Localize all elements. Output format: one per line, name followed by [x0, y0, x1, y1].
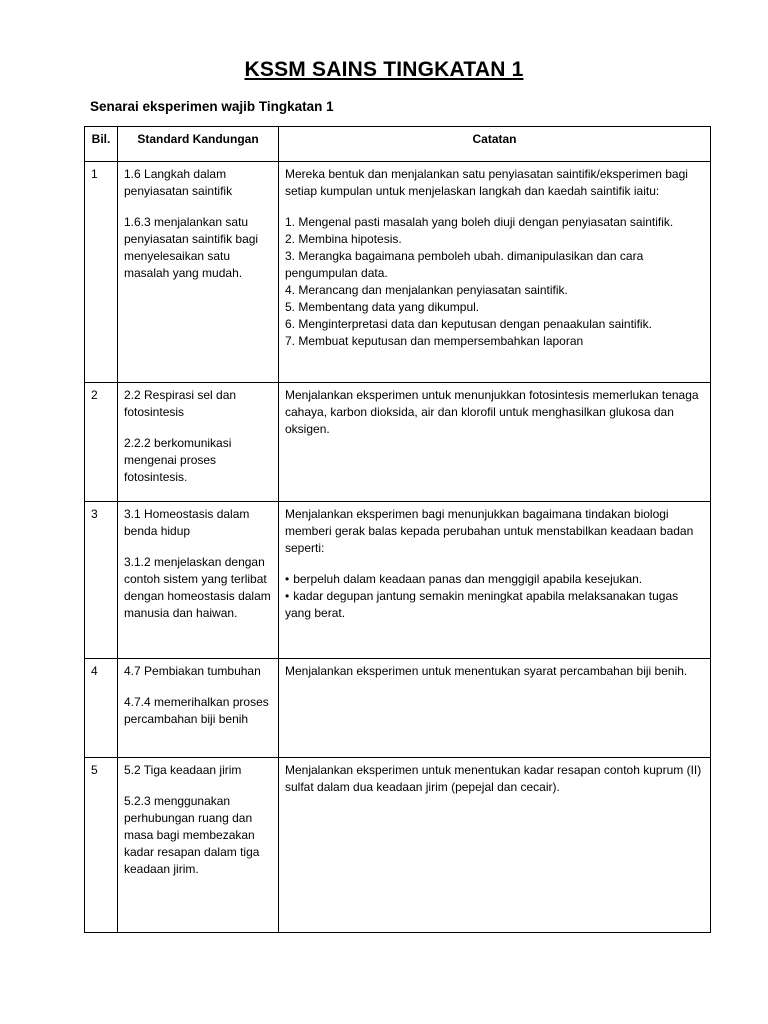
- standard-topic: 1.6 Langkah dalam penyiasatan saintifik: [124, 167, 233, 198]
- table-row: [85, 659, 711, 758]
- catatan-bullet: • kadar degupan jantung semakin meningkat apabila melaksanakan tugas yang berat.: [285, 588, 704, 622]
- standard-detail: 4.7.4 memerihalkan proses percambahan biji benih: [124, 695, 269, 726]
- standard-detail: 3.1.2 menjelaskan dengan contoh sistem yang terlibat dengan homeostasis dalam manusia dan haiwan.: [124, 555, 271, 620]
- catatan-step: 1. Mengenal pasti masalah yang boleh diuji dengan penyiasatan saintifik.: [285, 215, 674, 229]
- table-header-row: [85, 127, 711, 162]
- catatan-intro: Menjalankan eksperimen untuk menentukan kadar resapan contoh kuprum (II) sulfat dalam dua keadaan jirim (pepejal dan cecair).: [285, 763, 702, 794]
- table-row: [85, 502, 711, 659]
- row-number: 1: [85, 162, 118, 383]
- catatan-step: 3. Merangka bagaimana pemboleh ubah. dimanipulasikan dan cara pengumpulan data.: [285, 249, 644, 280]
- standard-topic: 2.2 Respirasi sel dan fotosintesis: [124, 388, 237, 419]
- catatan-step: 5. Membentang data yang dikumpul.: [285, 300, 480, 314]
- standard-cell: [118, 162, 279, 383]
- document-subtitle: Senarai eksperimen wajib Tingkatan 1: [90, 99, 334, 114]
- standard-cell: [118, 502, 279, 659]
- catatan-cell: [279, 758, 711, 933]
- row-number: 5: [85, 758, 118, 933]
- table-row: [85, 383, 711, 502]
- standard-cell: [118, 758, 279, 933]
- standard-cell: [118, 383, 279, 502]
- row-number: 2: [85, 383, 118, 502]
- standard-detail: 5.2.3 menggunakan perhubungan ruang dan masa bagi membezakan kadar resapan dalam tiga keadaan jirim.: [124, 794, 260, 876]
- document-title: KSSM SAINS TINGKATAN 1: [244, 58, 524, 81]
- catatan-step: 7. Membuat keputusan dan mempersembahkan laporan: [285, 334, 584, 348]
- header-catatan: Catatan: [279, 127, 711, 162]
- catatan-cell: [279, 162, 711, 383]
- standard-cell: [118, 659, 279, 758]
- table-row: [85, 162, 711, 383]
- catatan-intro: Menjalankan eksperimen untuk menentukan syarat percambahan biji benih.: [285, 664, 688, 678]
- catatan-intro: Menjalankan eksperimen untuk menunjukkan fotosintesis memerlukan tenaga cahaya, karbon dioksida, air dan klorofil untuk menghasilkan glukosa dan oksigen.: [285, 388, 699, 436]
- header-standard: Standard Kandungan: [118, 127, 279, 162]
- catatan-intro: Menjalankan eksperimen bagi menunjukkan bagaimana tindakan biologi memberi gerak balas kepada perubahan untuk menstabilkan keadaan badan seperti:: [285, 507, 694, 555]
- experiment-table: [84, 126, 711, 933]
- catatan-intro: Mereka bentuk dan menjalankan satu penyiasatan saintifik/eksperimen bagi setiap kumpulan untuk menjelaskan langkah dan kaedah saintifik iaitu:: [285, 167, 688, 198]
- table-row: [85, 758, 711, 933]
- catatan-step: 4. Merancang dan menjalankan penyiasatan saintifik.: [285, 283, 568, 297]
- row-number: 4: [85, 659, 118, 758]
- catatan-bullet: • berpeluh dalam keadaan panas dan menggigil apabila kesejukan.: [285, 571, 704, 588]
- header-bil: Bil.: [85, 127, 118, 162]
- catatan-step: 2. Membina hipotesis.: [285, 232, 402, 246]
- standard-topic: 5.2 Tiga keadaan jirim: [124, 763, 242, 777]
- row-number: 3: [85, 502, 118, 659]
- catatan-step: 6. Menginterpretasi data dan keputusan dengan penaakulan saintifik.: [285, 317, 652, 331]
- standard-topic: 4.7 Pembiakan tumbuhan: [124, 664, 261, 678]
- standard-detail: 1.6.3 menjalankan satu penyiasatan saintifik bagi menyelesaikan satu masalah yang mudah.: [124, 215, 259, 280]
- catatan-cell: [279, 659, 711, 758]
- catatan-cell: [279, 502, 711, 659]
- standard-detail: 2.2.2 berkomunikasi mengenai proses fotosintesis.: [124, 436, 232, 484]
- standard-topic: 3.1 Homeostasis dalam benda hidup: [124, 507, 250, 538]
- catatan-cell: [279, 383, 711, 502]
